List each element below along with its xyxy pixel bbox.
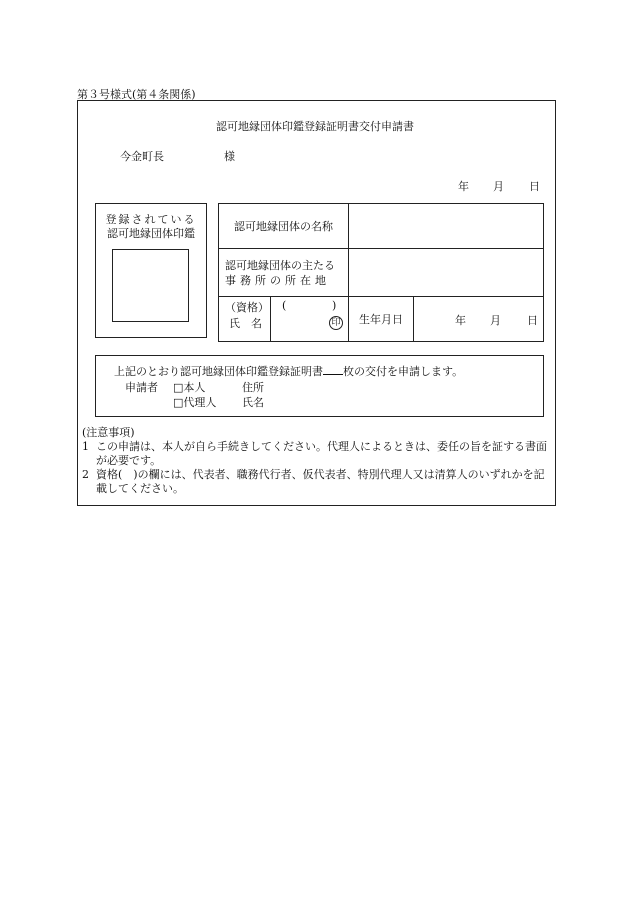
office-address-label (219, 249, 349, 297)
notes-section (82, 426, 552, 496)
form-number-label: 第３号様式(第４条関係) (77, 88, 196, 101)
registered-seal-area (95, 203, 207, 338)
birth-day-label: 日 (527, 313, 538, 327)
org-name-label: 認可地縁団体の名称 (219, 204, 349, 249)
addressee: 今金町長 (120, 150, 164, 163)
application-statement-box (95, 355, 544, 417)
note-item (82, 468, 552, 496)
birth-year-label: 年 (455, 313, 466, 327)
note-number: 2 (82, 468, 89, 481)
statement-text-after: 枚の交付を申請します。 (343, 365, 464, 378)
org-name-field[interactable] (349, 204, 544, 249)
honorific: 様 (224, 150, 235, 163)
date-month-label: 月 (493, 180, 504, 193)
application-statement (114, 363, 463, 379)
applicant-name-label: 氏名 (242, 396, 264, 409)
qualification-label: （資格） (225, 300, 269, 314)
birthdate-field[interactable] (414, 297, 544, 342)
note-text: 資格( )の欄には、代表者、職務代行者、仮代表者、特別代理人又は清算人のいずれかを記載してください。 (96, 468, 545, 495)
seal-impression-box[interactable] (112, 249, 189, 322)
seal-caption-line2: 認可地縁団体印鑑 (107, 227, 195, 240)
seal-mark: 印 (329, 316, 343, 330)
representative-cell (219, 297, 349, 342)
agent-checkbox[interactable]: □代理人 (173, 396, 217, 409)
office-address-label-line2: 事務所の所在地 (225, 273, 330, 287)
statement-text-before: 上記のとおり認可地縁団体印鑑登録証明書 (114, 365, 323, 378)
copy-count-field[interactable] (323, 363, 343, 375)
qualification-paren-open: ( (282, 298, 287, 312)
note-item (82, 440, 552, 468)
applicant-label: 申請者 (125, 381, 158, 394)
office-address-field[interactable] (349, 249, 544, 297)
representative-name-label: 氏 名 (229, 316, 262, 330)
birthdate-label: 生年月日 (349, 297, 414, 342)
birth-month-label: 月 (490, 313, 501, 327)
note-text: この申請は、本人が自ら手続きしてください。代理人によるときは、委任の旨を証する書面が必要です。 (96, 440, 547, 467)
qualification-paren-close: ) (332, 298, 337, 312)
seal-caption-line1: 登録されている (105, 213, 197, 226)
office-address-label-line1: 認可地縁団体の主たる (225, 258, 335, 272)
column-divider (270, 297, 271, 342)
org-info-table (218, 203, 544, 342)
notes-heading: (注意事項) (82, 426, 135, 439)
form-title: 認可地縁団体印鑑登録証明書交付申請書 (216, 120, 414, 133)
address-label: 住所 (242, 381, 264, 394)
date-day-label: 日 (529, 180, 540, 193)
note-number: 1 (82, 440, 89, 453)
self-checkbox[interactable]: □本人 (173, 381, 206, 394)
date-year-label: 年 (458, 180, 469, 193)
